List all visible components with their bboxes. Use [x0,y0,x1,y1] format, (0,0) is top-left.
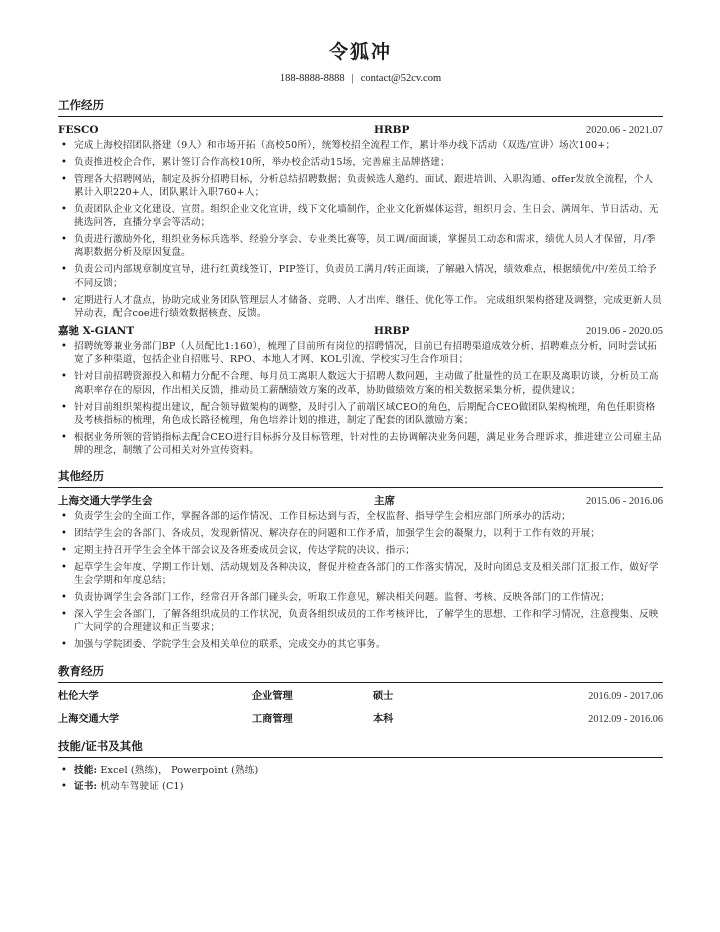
job-role: 主席 [374,495,395,508]
job-bullet: • 起草学生会年度、学期工作计划、活动规划及各种决议，督促并检查各部门的工作落实情况，及时向团总支及相关部门汇报工作，做好学生会学期和年度总结； [74,561,663,588]
education-date: 2016.09 - 2017.06 [588,690,663,702]
job-bullet: • 负责学生会的全面工作，掌握各部的运作情况、工作目标达到与否，全权监督、指导学生会相应部门所承办的活动； [74,510,663,523]
job-role: HRBP [374,124,410,136]
job-organization: FESCO [58,124,99,136]
job-bullet: • 负责公司内部规章制度宣导，进行红黄线签订，PIP签订，负责员工满月/转正面谈，了解融入情况，绩效难点，根据绩优/中/差员工给予不同反馈； [74,263,663,290]
job-bullet-list [58,510,663,651]
job-bullet: • 定期主持召开学生会全体干部会议及各班委成员会议，传达学院的决议、指示； [74,544,663,557]
skills-section [58,739,663,794]
skills-list [58,764,663,794]
skill-label: 技能: [74,764,98,776]
job-bullet: • 负责协调学生会各部门工作，经常召开各部门碰头会，听取工作意见，解决相关问题。监督、考核、反映各部门的工作情况； [74,591,663,604]
job-bullet: • 完成上海校招团队搭建（9人）和市场开拓（高校50所），统筹校招全流程工作，累计举办线下活动（双选/宣讲）场次100+； [74,139,663,152]
job-bullet: • 负责进行激励外化，组织业务标兵选举、经验分享会、专业类比赛等，员工调/面面谈，掌握员工动态和需求，绩优人员人才保留，月/季离职数据分析及原因复盘。 [74,233,663,260]
skill-text: Excel (熟练)， Powerpoint (熟练) [100,764,259,776]
education-school: 上海交通大学 [58,712,120,725]
job-bullet-list [58,340,663,457]
resume-page [58,40,663,797]
education-school: 杜伦大学 [58,689,99,702]
contact-separator: | [351,73,354,84]
candidate-name: 令狐冲 [328,41,392,63]
job-bullet: • 深入学生会各部门，了解各组织成员的工作状况，负责各组织成员的工作考核评比，了解学生的思想、工作和学习情况，注意搜集、反映广大同学的合理建议和正当要求； [74,608,663,635]
job-header [58,324,663,339]
job-role: HRBP [374,325,410,338]
email-address: contact@52cv.com [360,73,442,84]
certificate-item [74,780,663,793]
education-degree: 硕士 [373,689,394,702]
job-bullet: • 招聘统筹兼业务部门BP（人员配比1:160），梳理了目前所有岗位的招聘情况，目前已有招聘渠道成效分析、招聘难点分析，同时尝试拓宽了多种渠道，包括企业自招账号、RPO、本地人才网、KOL引流、学校实习生合作项目； [74,340,663,367]
job-bullet: • 负责团队企业文化建设、宣贯。组织企业文化宣讲，线下文化墙制作，企业文化新媒体运营，组织月会、生日会、满周年、节日活动、无挑选问答，直播分享会等活动； [74,203,663,230]
job-bullet: • 负责推进校企合作，累计签订合作高校10所，举办校企活动15场，完善雇主品牌搭建； [74,156,663,169]
job-date: 2019.06 - 2020.05 [586,326,663,338]
job-organization: 嘉驰 X-GIANT [58,325,135,338]
job-bullet-list [58,139,663,320]
education-degree: 本科 [373,712,394,725]
job-bullet: • 针对目前招聘资源投入和精力分配不合理、每月员工离职人数远大于招聘人数问题，主动做了批量性的员工在职及离职访谈，分析员工高离职率存在的原因，作出相关反馈，推动员工薪酬绩效方案的改革，协助做绩效方案的相关数据采集分析，提供建议； [74,370,663,397]
section-title-other: 其他经历 [58,469,663,488]
job-bullet: • 管理各大招聘网站，制定及拆分招聘目标，分析总结招聘数据；负责候选人邀约、面试、跟进培训、入职沟通、offer发放全流程，个人累计入职220+人，团队累计入职760+人； [74,173,663,200]
job-entry [58,123,663,320]
education-major: 企业管理 [252,689,293,702]
job-header [58,123,663,138]
education-row [58,712,663,727]
education-date: 2012.09 - 2016.06 [588,713,663,725]
certificate-text: 机动车驾驶证 (C1) [100,781,184,793]
job-bullet: • 针对目前组织架构提出建议，配合领导做架构的调整，及时引入了前端区域CEO的角色，后期配合CEO做团队架构梳理，角色任职资格及考核指标的梳理，角色成长路径梳理，角色培养计划的推进，制定了配套的团队激励方案； [74,401,663,428]
section-title-education: 教育经历 [58,664,663,683]
job-entry [58,324,663,457]
phone-number: 188-8888-8888 [279,73,345,84]
other-experience-section [58,469,663,651]
contact-line [58,72,663,86]
job-bullet: • 加强与学院团委、学院学生会及相关单位的联系，完成交办的其它事务。 [74,638,663,651]
job-date: 2020.06 - 2021.07 [586,125,663,136]
section-title-work: 工作经历 [58,98,663,117]
job-organization: 上海交通大学学生会 [58,495,153,508]
certificate-label: 证书: [74,781,98,793]
education-major: 工商管理 [252,712,293,725]
education-section [58,664,663,727]
job-bullet: • 根据业务所领的营销指标去配合CEO进行目标拆分及目标管理，针对性的去协调解决业务问题，满足业务合理诉求，推进建立公司雇主品牌的理念，制缴了公司相关对外宣传资料。 [74,431,663,458]
skill-item [74,764,663,777]
job-date: 2015.06 - 2016.06 [586,496,663,508]
section-title-skills: 技能/证书及其他 [58,739,663,758]
education-row [58,689,663,704]
job-header [58,494,663,509]
work-experience-section [58,98,663,457]
job-bullet: • 定期进行人才盘点，协助完成业务团队管理层人才储备、竞聘、人才出库、继任、优化等工作。 完成组织架构搭建及调整，完成更新人员异动表，配合coe进行绩效数据核查、反馈。 [74,294,663,321]
job-entry [58,494,663,651]
job-bullet: • 团结学生会的各部门、各成员，发现新情况、解决存在的问题和工作矛盾，加强学生会的凝聚力，以利于工作有效的开展； [74,527,663,540]
